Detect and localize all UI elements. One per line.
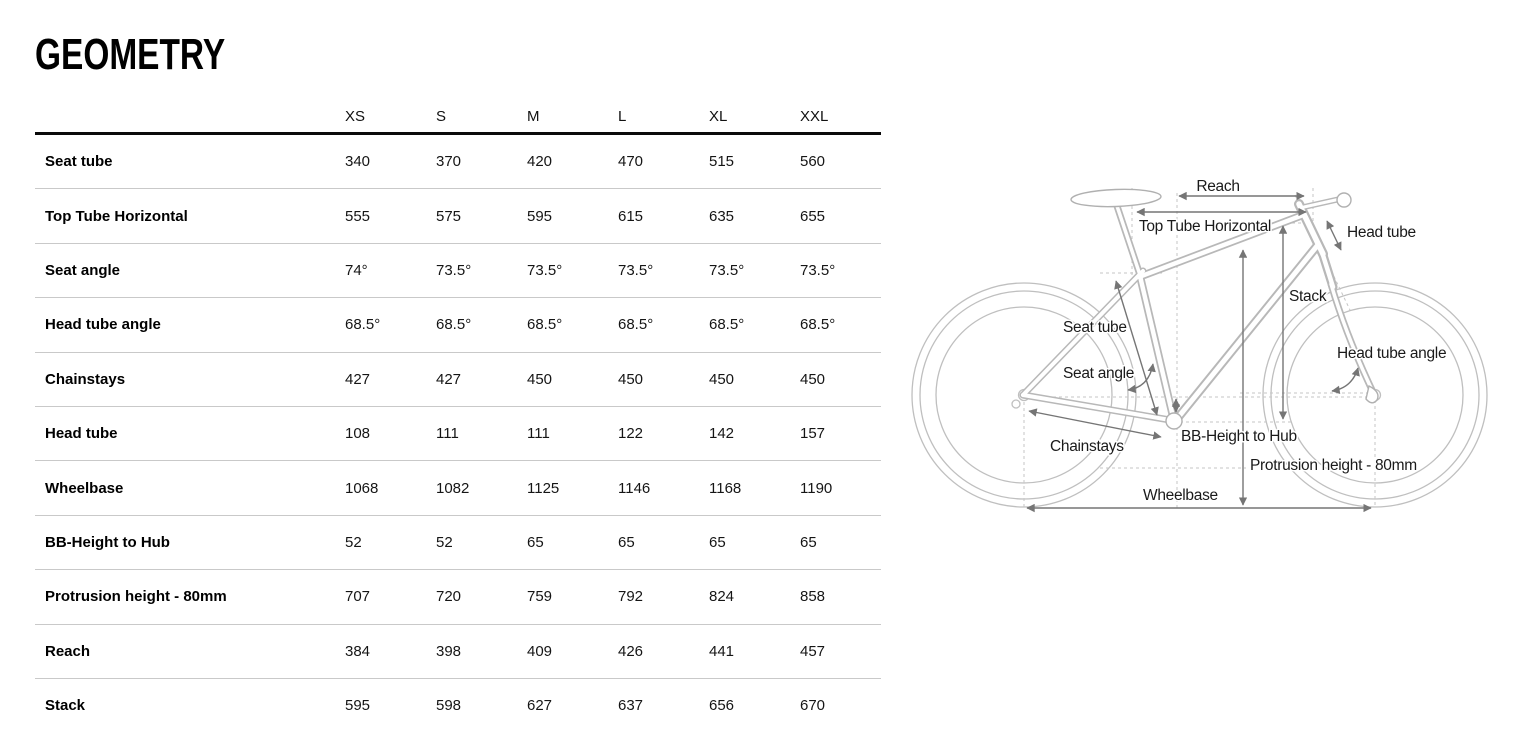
row-label: BB-Height to Hub [45,533,170,551]
cell-value: 575 [436,207,462,225]
cell-value: 111 [527,425,550,443]
seat-angle-label: Seat angle [1063,365,1135,382]
row-label: Stack [45,697,86,715]
cell-value: 409 [527,642,553,660]
cell-value: 560 [800,153,826,171]
cell-value: 555 [345,207,371,225]
table-header-row [35,84,881,135]
cell-value: 635 [709,207,735,225]
cell-value: 450 [527,370,553,388]
cell-value: 858 [800,588,826,606]
cell-value: 73.5° [709,261,745,279]
stack-label: Stack [1289,288,1327,305]
head-tube-angle-arc [1332,368,1358,391]
cell-value: 68.5° [618,316,654,334]
column-header-xl: XL [709,108,728,125]
table-body [35,135,881,732]
cell-value: 1190 [800,479,833,497]
cell-value: 450 [618,370,644,388]
cell-value: 457 [800,642,826,660]
cell-value: 627 [527,697,553,715]
column-header-s: S [436,108,447,125]
cell-value: 108 [345,425,371,443]
cell-value: 65 [709,533,726,551]
bike-geometry-diagram [900,140,1539,540]
cell-value: 420 [527,153,553,171]
column-header-xs: XS [345,108,366,125]
row-label: Top Tube Horizontal [45,207,188,225]
cell-value: 73.5° [436,261,472,279]
cell-value: 656 [709,697,735,715]
bb-height-to-hub-label: BB-Height to Hub [1181,428,1297,445]
column-header-xxl: XXL [800,108,829,125]
column-header-l: L [618,108,627,125]
table-row [35,625,881,679]
column-header-m: M [527,108,540,125]
row-label: Head tube [45,425,118,443]
cell-value: 122 [618,425,644,443]
cell-value: 65 [527,533,544,551]
table-row [35,244,881,298]
table-row [35,189,881,243]
table-row [35,516,881,570]
cell-value: 68.5° [436,316,472,334]
cell-value: 1146 [618,479,651,497]
page-title: GEOMETRY [35,30,226,79]
row-label: Head tube angle [45,316,161,334]
cell-value: 615 [618,207,644,225]
table-row [35,135,881,189]
cell-value: 340 [345,153,371,171]
geometry-table [35,84,881,732]
cell-value: 74° [345,261,368,279]
cell-value: 720 [436,588,462,606]
cell-value: 68.5° [709,316,745,334]
cell-value: 398 [436,642,462,660]
table-row [35,461,881,515]
cell-value: 384 [345,642,371,660]
cell-value: 65 [618,533,635,551]
head-tube-arrow [1327,221,1341,250]
cell-value: 427 [436,370,462,388]
chainstays-label: Chainstays [1050,438,1124,455]
table-row [35,679,881,732]
cell-value: 52 [436,533,453,551]
cell-value: 824 [709,588,735,606]
cell-value: 637 [618,697,644,715]
row-label: Protrusion height - 80mm [45,588,227,606]
cell-value: 370 [436,153,462,171]
cell-value: 427 [345,370,371,388]
cell-value: 157 [800,425,826,443]
cell-value: 73.5° [800,261,836,279]
wheelbase-label: Wheelbase [1143,487,1218,504]
cell-value: 68.5° [345,316,381,334]
head-tube-angle-label: Head tube angle [1337,345,1447,362]
row-label: Chainstays [45,370,126,388]
cell-value: 73.5° [527,261,563,279]
table-row [35,353,881,407]
row-label: Wheelbase [45,479,124,497]
table-row [35,407,881,461]
cell-value: 792 [618,588,644,606]
cell-value: 450 [800,370,826,388]
cell-value: 441 [709,642,735,660]
cell-value: 426 [618,642,644,660]
cell-value: 1068 [345,479,379,497]
head-tube-label: Head tube [1347,224,1416,241]
top-tube-horizontal-label: Top Tube Horizontal [1138,218,1272,235]
front-dropout [1366,386,1378,403]
cell-value: 759 [527,588,553,606]
reach-label: Reach [1196,178,1240,195]
cell-value: 1168 [709,479,742,497]
row-label: Seat angle [45,261,121,279]
cell-value: 52 [345,533,362,551]
table-row [35,570,881,624]
cell-value: 450 [709,370,735,388]
protrusion-height-label: Protrusion height - 80mm [1250,457,1417,474]
cell-value: 142 [709,425,735,443]
cell-value: 670 [800,697,826,715]
cell-value: 595 [345,697,371,715]
cell-value: 595 [527,207,553,225]
seat-tube-label: Seat tube [1063,319,1127,336]
cell-value: 65 [800,533,817,551]
cell-value: 111 [436,425,459,443]
cell-value: 1125 [527,479,560,497]
cell-value: 598 [436,697,462,715]
cell-value: 68.5° [527,316,563,334]
cell-value: 515 [709,153,735,171]
cell-value: 707 [345,588,371,606]
row-label: Seat tube [45,153,113,171]
cell-value: 655 [800,207,826,225]
cell-value: 470 [618,153,644,171]
table-row [35,298,881,352]
row-label: Reach [45,642,91,660]
cell-value: 1082 [436,479,470,497]
cell-value: 68.5° [800,316,836,334]
cell-value: 73.5° [618,261,654,279]
